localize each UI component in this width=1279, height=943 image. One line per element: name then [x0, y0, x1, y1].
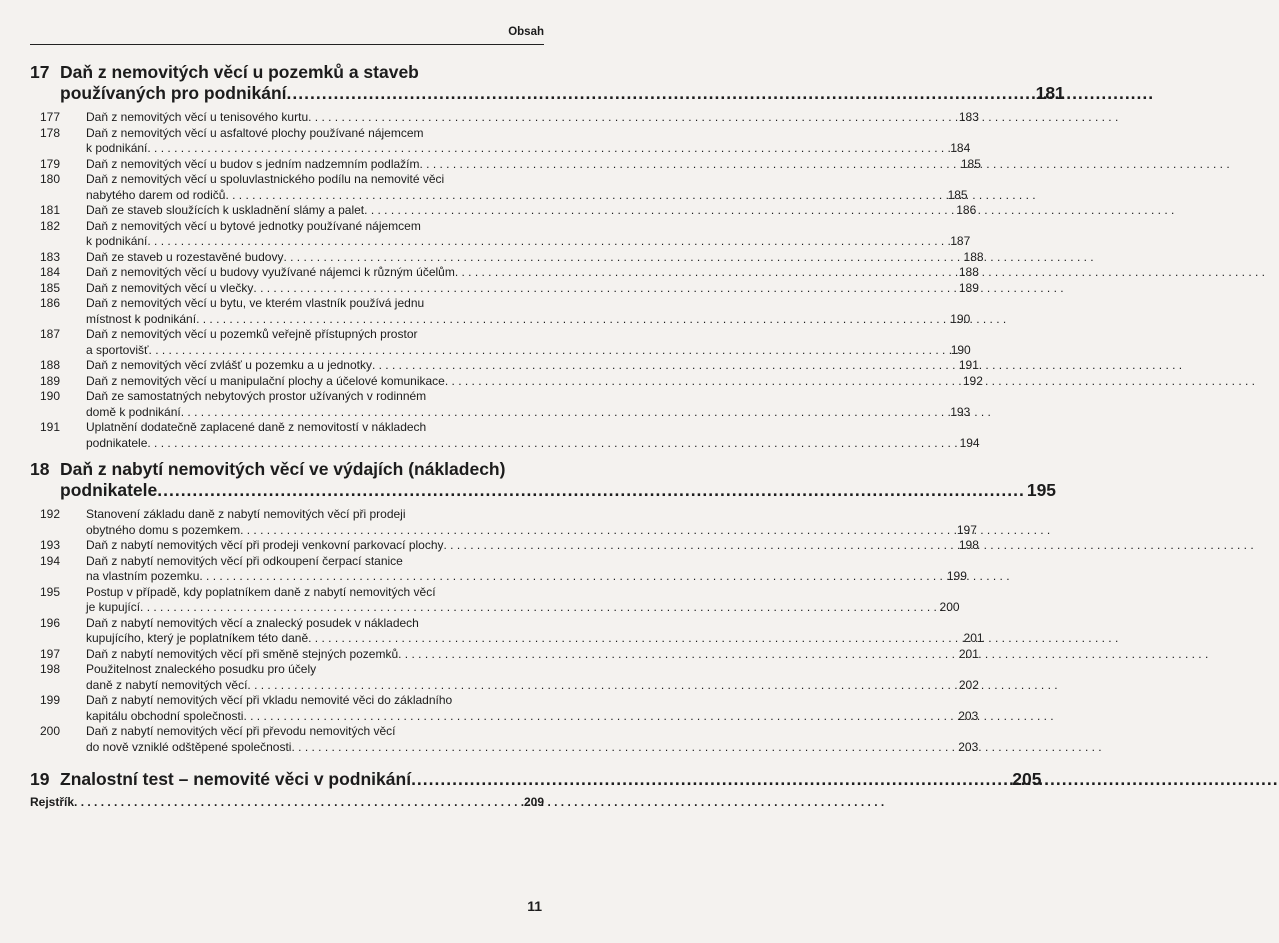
entry-title [86, 538, 979, 554]
chapter-number: 18 [30, 459, 50, 479]
dot-leader [364, 203, 954, 219]
dot-leader [291, 740, 956, 756]
entry-title [86, 693, 978, 724]
dot-leader [287, 83, 1034, 104]
entry-page: 201 [958, 646, 979, 661]
running-header [30, 26, 544, 45]
toc-entry[interactable] [30, 280, 979, 297]
entry-title [86, 172, 968, 203]
index-page: 209 [523, 795, 544, 809]
toc-entry[interactable] [30, 724, 979, 755]
entry-page: 185 [947, 187, 968, 202]
entry-title-text: Použitelnost znaleckého posudku pro účely [86, 662, 317, 676]
entry-title-line [86, 523, 977, 539]
entry-title-text: Postup v případě, kdy poplatníkem daně z nabytí nemovitých věcí [86, 584, 436, 599]
entry-title-text: Stanovení základu daně z nabytí nemovitých věcí při prodeji [86, 507, 406, 521]
entry-title-text: obytného domu s pozemkem [86, 522, 241, 537]
entry-title-line [86, 647, 979, 663]
chapter-title [60, 459, 1056, 501]
table-of-contents [30, 62, 1065, 810]
chapter-heading[interactable] [30, 62, 1065, 104]
toc-entry[interactable] [30, 249, 984, 266]
entry-title-line [86, 631, 984, 647]
page-number: 11 [527, 898, 542, 914]
entry-title-text: Daň z nemovitých věcí u manipulační plochy a účelové komunikace [86, 373, 445, 388]
toc-entry[interactable] [30, 218, 971, 250]
entry-title-text: Daň ze staveb sloužících k uskladnění slámy a palet [86, 203, 365, 217]
entry-title-line [86, 234, 970, 250]
entry-number: 187 [39, 327, 60, 341]
entry-title-line [86, 600, 960, 616]
dot-leader [199, 569, 944, 585]
entry-title-text: a sportovišť [86, 342, 149, 357]
toc-entry[interactable] [30, 327, 971, 358]
entry-number: 195 [39, 584, 60, 599]
entry-title [86, 662, 979, 693]
entry-title-text: je kupující [86, 600, 141, 614]
index-entry[interactable] [30, 794, 544, 810]
entry-title-line [86, 312, 970, 328]
entry-title-text: podnikatele [86, 435, 148, 450]
chapter-title-text: podnikatele [60, 480, 158, 500]
entry-title-text: Daň z nemovitých věcí zvlášť u pozemku a u jednotky [86, 358, 372, 372]
dot-leader [308, 110, 957, 126]
entry-number: 200 [39, 724, 60, 738]
entry-title-text: k podnikání [86, 234, 148, 248]
dot-leader [149, 343, 949, 359]
toc-entry[interactable] [30, 662, 979, 693]
entry-number: 189 [39, 373, 60, 388]
dot-leader [147, 436, 957, 452]
dot-leader [420, 157, 959, 173]
dot-leader [398, 647, 957, 663]
entry-page: 189 [958, 280, 979, 295]
entry-page: 184 [950, 141, 971, 155]
entry-title-text: Daň z nabytí nemovitých věcí při směně stejných pozemků [86, 646, 399, 661]
dot-leader [411, 769, 1010, 790]
entry-page: 192 [962, 373, 983, 388]
entry-title-line [86, 709, 978, 725]
dot-leader [455, 265, 957, 281]
toc-entry[interactable] [30, 373, 983, 390]
dot-leader [283, 250, 961, 266]
entry-page: 187 [950, 234, 971, 248]
entry-page: 188 [963, 249, 984, 264]
entry-title-text: Daň z nemovitých věcí u pozemků veřejně přístupných prostor [86, 327, 418, 341]
entry-title-text: Uplatnění dodatečně zaplacené daně z nemovitostí v nákladech [86, 420, 427, 434]
entry-title-line [86, 250, 984, 266]
dot-leader [181, 405, 948, 421]
entry-title-line [86, 436, 980, 452]
entry-number: 178 [39, 125, 60, 140]
entry-title [86, 265, 979, 281]
entry-title-line [86, 203, 976, 219]
chapter-title-text: Daň z nabytí nemovitých věcí ve výdajích (nákladech) [60, 459, 506, 479]
entry-title [86, 110, 979, 126]
toc-entry[interactable] [30, 265, 979, 281]
entry-title-line [86, 678, 979, 694]
entry-list [30, 110, 984, 451]
entry-title [86, 724, 978, 755]
entry-title-line [86, 296, 970, 312]
entry-title [86, 126, 970, 157]
entry-title [86, 203, 976, 219]
entry-page: 199 [946, 569, 967, 583]
dot-leader [157, 480, 1025, 501]
chapter-page: 195 [1026, 480, 1057, 500]
entry-title-text: nabytého darem od rodičů [86, 187, 226, 202]
chapter-title [60, 769, 1041, 790]
entry-title-line [86, 281, 979, 297]
chapter-title-line [60, 459, 1056, 480]
entry-page: 188 [958, 265, 979, 279]
chapter-page: 181 [1035, 83, 1065, 103]
toc-entry[interactable] [30, 507, 977, 538]
entry-title-text: Daň z nemovitých věcí u budovy využívané nájemci k různým účelům [86, 265, 455, 279]
toc-entry[interactable] [30, 110, 979, 126]
chapter-title-text: Daň z nemovitých věcí u pozemků a staveb [60, 62, 419, 82]
dot-leader [372, 358, 957, 374]
chapter-number: 19 [30, 769, 50, 789]
entry-page: 198 [958, 538, 979, 552]
entry-title-line [86, 420, 980, 436]
toc-entry[interactable] [30, 693, 979, 724]
entry-number: 192 [39, 507, 60, 521]
entry-title-text: Daň z nemovitých věcí u budov s jedním nadzemním podlažím [86, 156, 420, 171]
entry-number: 193 [39, 538, 60, 552]
entry-title-line [86, 358, 979, 374]
entry-title [86, 296, 970, 327]
entry-title [86, 647, 979, 663]
entry-number: 180 [39, 172, 60, 186]
dot-leader [74, 794, 522, 810]
entry-page: 186 [956, 203, 977, 217]
chapter-heading[interactable] [30, 769, 1042, 790]
chapter-title-line [60, 769, 1041, 790]
entry-title-line [86, 662, 979, 678]
entry-number: 181 [39, 203, 60, 217]
index-label: Rejstřík [30, 795, 75, 809]
entry-title-text: na vlastním pozemku [86, 569, 200, 583]
entry-title [86, 507, 977, 538]
toc-entry[interactable] [30, 203, 977, 219]
entry-title-text: Daň z nemovitých věcí u spoluvlastnického podílu na nemovité věci [86, 172, 445, 186]
toc-entry[interactable] [30, 646, 979, 663]
entry-title-line [86, 554, 967, 570]
entry-title-text: Daň z nabytí nemovitých věcí a znalecký posudek v nákladech [86, 615, 419, 630]
entry-title-text: Daň z nemovitých věcí u bytu, ve kterém vlastník používá jednu [86, 296, 425, 310]
entry-title [86, 389, 970, 420]
entry-number: 185 [39, 280, 60, 295]
entry-title-line [86, 538, 979, 554]
entry-number: 199 [39, 693, 60, 707]
entry-number: 182 [39, 218, 60, 233]
entry-title-text: k podnikání [86, 141, 148, 155]
entry-title-text: Daň ze staveb u rozestavěné budovy [86, 249, 284, 264]
entry-list [30, 507, 984, 755]
entry-title-text: do nově vzniklé odštěpené společnosti [86, 739, 292, 754]
entry-title [86, 585, 960, 616]
toc-entry[interactable] [30, 420, 980, 451]
entry-number: 198 [39, 662, 60, 676]
entry-title [86, 374, 983, 390]
entry-title-line [86, 693, 978, 709]
entry-page: 191 [958, 358, 979, 372]
entry-page: 193 [950, 404, 971, 419]
entry-page: 190 [950, 311, 971, 326]
chapter-title-line [60, 480, 1056, 501]
entry-page: 185 [960, 156, 981, 171]
dot-leader [445, 374, 961, 390]
entry-title-text: Daň z nabytí nemovitých věcí při prodeji venkovní parkovací plochy [86, 538, 444, 552]
entry-title-line [86, 157, 981, 173]
entry-page: 201 [963, 631, 984, 645]
entry-page: 183 [958, 110, 979, 124]
toc-entry[interactable] [30, 553, 967, 585]
entry-title-line [86, 616, 984, 632]
entry-title-line [86, 110, 979, 126]
dot-leader [225, 188, 945, 204]
entry-page: 194 [959, 435, 980, 450]
entry-title-line [86, 327, 971, 343]
entry-number: 190 [39, 389, 60, 403]
entry-page: 197 [956, 522, 977, 537]
entry-title-line [86, 219, 970, 235]
entry-title-text: Daň z nemovitých věcí u vlečky [86, 280, 254, 295]
chapter-title-line [60, 83, 1065, 104]
dot-leader [308, 631, 961, 647]
entry-title-text: Daň z nemovitých věcí u asfaltové plochy používané nájemcem [86, 125, 424, 140]
entry-title-line [86, 569, 967, 585]
entry-title [86, 219, 970, 250]
entry-page: 200 [939, 600, 960, 614]
chapter-title-text: Znalostní test – nemovité věci v podnikání [60, 769, 412, 789]
chapter-title-line [60, 62, 1065, 83]
chapter-title [60, 62, 1065, 104]
dot-leader [196, 312, 948, 328]
entry-title-line [86, 507, 977, 523]
entry-title [86, 281, 979, 297]
entry-title-line [86, 343, 971, 359]
entry-title-line [86, 374, 983, 390]
dot-leader [147, 234, 948, 250]
chapter-number: 17 [30, 62, 50, 82]
entry-title [86, 358, 979, 374]
toc-entry[interactable] [30, 172, 968, 203]
entry-number: 194 [39, 553, 60, 568]
entry-title [86, 250, 984, 266]
toc-entry[interactable] [30, 125, 971, 157]
entry-title-line [86, 141, 970, 157]
dot-leader [147, 141, 948, 157]
entry-page: 203 [958, 739, 979, 754]
entry-number: 177 [39, 110, 60, 124]
dot-leader [240, 523, 955, 539]
entry-number: 184 [39, 265, 60, 279]
toc-entry[interactable] [30, 296, 971, 327]
entry-title-text: Daň z nemovitých věcí u tenisového kurtu [86, 110, 309, 124]
entry-title-line [86, 188, 968, 204]
entry-title-line [86, 585, 960, 601]
entry-page: 203 [958, 708, 979, 723]
entry-title-text: Daň ze samostatných nebytových prostor užívaných v rodinném [86, 389, 427, 403]
entry-title-line [86, 405, 970, 421]
entry-title [86, 327, 971, 358]
dot-leader [444, 538, 957, 554]
entry-number: 186 [39, 296, 60, 310]
entry-title-line [86, 126, 970, 142]
chapter-page: 205 [1012, 769, 1042, 789]
toc-entry[interactable] [30, 156, 981, 173]
chapter-title-text: používaných pro podnikání [60, 83, 287, 103]
chapter-heading[interactable] [30, 459, 1057, 501]
entry-title-text: Daň z nemovitých věcí u bytové jednotky používané nájemcem [86, 218, 421, 233]
entry-title-text: daně z nabytí nemovitých věcí [86, 677, 248, 692]
header-title: Obsah [508, 26, 544, 38]
entry-title-line [86, 740, 978, 756]
entry-title-line [86, 389, 970, 405]
entry-title-text: domě k podnikání [86, 404, 181, 419]
toc-entry[interactable] [30, 358, 979, 374]
entry-page: 190 [950, 342, 971, 357]
entry-title-line [86, 724, 978, 740]
entry-number: 191 [39, 420, 60, 434]
dot-leader [243, 709, 956, 725]
entry-title-text: Daň z nabytí nemovitých věcí při vkladu nemovité věci do základního [86, 693, 453, 707]
entry-number: 179 [39, 156, 60, 171]
entry-number: 197 [39, 646, 60, 661]
entry-number: 183 [39, 249, 60, 264]
dot-leader [253, 281, 956, 297]
toc-entry[interactable] [30, 389, 971, 420]
entry-title-text: Daň z nabytí nemovitých věcí při převodu nemovitých věcí [86, 724, 396, 738]
entry-title [86, 554, 967, 585]
entry-title [86, 616, 984, 647]
entry-number: 196 [39, 615, 60, 630]
entry-page: 202 [958, 677, 979, 692]
entry-title-text: kapitálu obchodní společnosti [86, 708, 244, 723]
entry-number: 188 [39, 358, 60, 372]
toc-entry[interactable] [30, 538, 979, 554]
toc-entry[interactable] [30, 615, 984, 647]
entry-title-text: místnost k podnikání [86, 311, 197, 326]
dot-leader [247, 678, 956, 694]
toc-entry[interactable] [30, 584, 960, 616]
entry-title-text: kupujícího, který je poplatníkem této daně [86, 631, 309, 645]
entry-title [86, 157, 981, 173]
entry-title [86, 420, 980, 451]
entry-title-line [86, 172, 968, 188]
entry-title-text: Daň z nabytí nemovitých věcí při odkoupení čerpací stanice [86, 553, 403, 568]
dot-leader [140, 600, 937, 616]
entry-title-line [86, 265, 979, 281]
